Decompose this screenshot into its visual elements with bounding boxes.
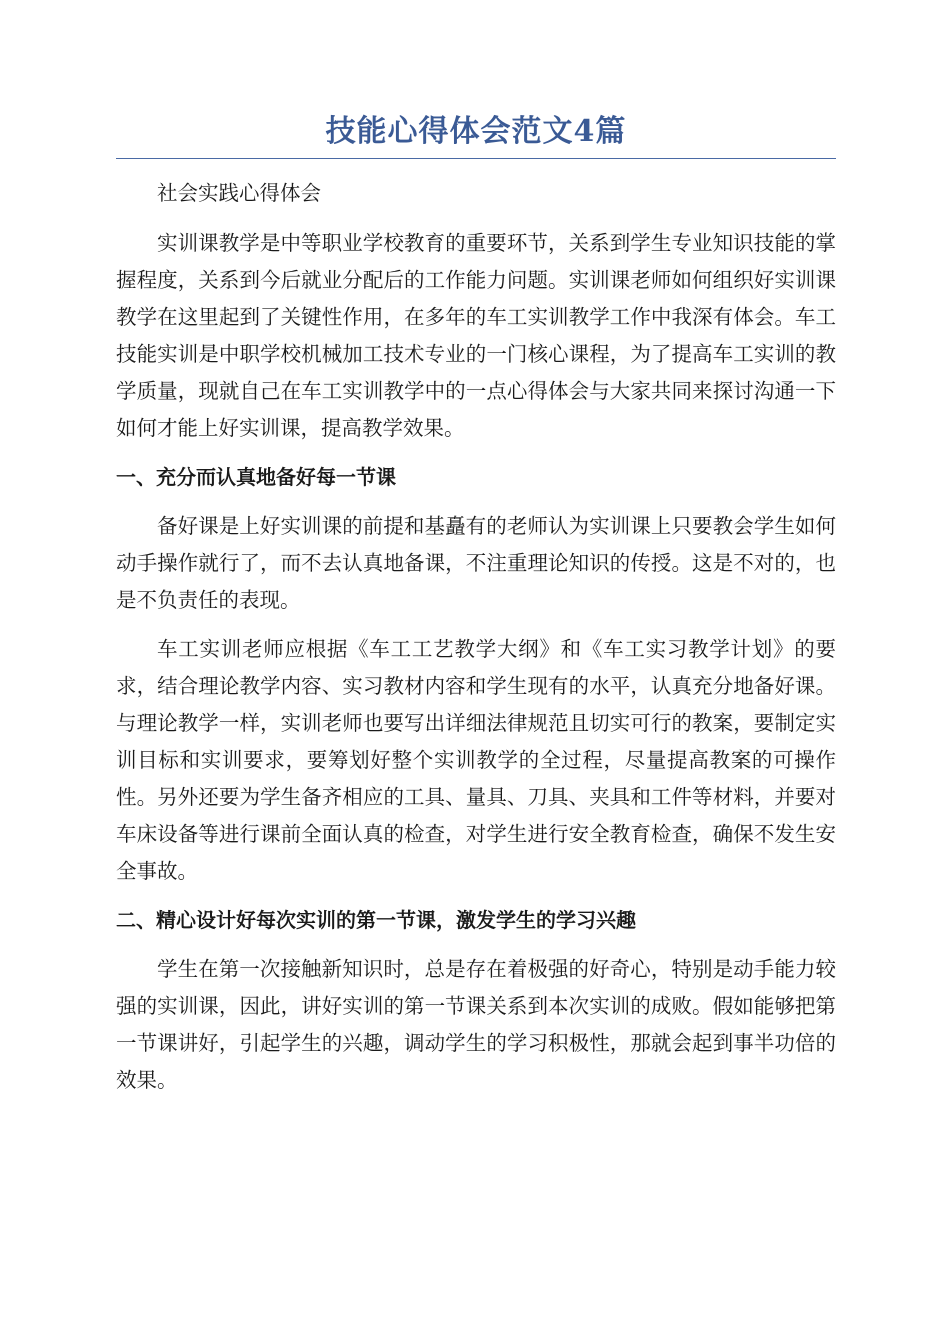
paragraph-prepare-lesson: 备好课是上好实训课的前提和基矗有的老师认为实训课上只要教会学生如何动手操作就行了，而不去认真地备课，不注重理论知识的传授。这是不对的，也是不负责任的表现。 (116, 514, 836, 612)
paragraph-first-lesson: 学生在第一次接触新知识时，总是存在着极强的好奇心，特别是动手能力较强的实训课，因此，讲好实训的第一节课关系到本次实训的成败。假如能够把第一节课讲好，引起学生的兴趣，调动学生的学习积极性，那就会起到事半功倍的效果。 (116, 957, 836, 1092)
title-underline (116, 158, 836, 159)
section-heading-2: 二、精心设计好每次实训的第一节课，激发学生的学习兴趣 (116, 908, 636, 932)
document-page (116, 108, 836, 1111)
document-title: 技能心得体会范文4篇 (325, 114, 627, 149)
section-heading-1: 一、充分而认真地备好每一节课 (116, 465, 396, 489)
paragraph-intro: 实训课教学是中等职业学校教育的重要环节，关系到学生专业知识技能的掌握程度，关系到今后就业分配后的工作能力问题。实训课老师如何组织好实训课教学在这里起到了关键性作用，在多年的车工实训教学工作中我深有体会。车工技能实训是中职学校机械加工技术专业的一门核心课程，为了提高车工实训的教学质量，现就自己在车工实训教学中的一点心得体会与大家共同来探讨沟通一下如何才能上好实训课，提高教学效果。 (116, 231, 836, 440)
document-subtitle: 社会实践心得体会 (157, 181, 321, 205)
paragraph-teacher-requirements: 车工实训老师应根据《车工工艺教学大纲》和《车工实习教学计划》的要求，结合理论教学内容、实习教材内容和学生现有的水平，认真充分地备好课。与理论教学一样，实训老师也要写出详细法律规范且切实可行的教案，要制定实训目标和实训要求，要筹划好整个实训教学的全过程，尽量提高教案的可操作性。另外还要为学生备齐相应的工具、量具、刀具、夹具和工件等材料，并要对车床设备等进行课前全面认真的检查，对学生进行安全教育检查，确保不发生安全事故。 (116, 637, 836, 883)
